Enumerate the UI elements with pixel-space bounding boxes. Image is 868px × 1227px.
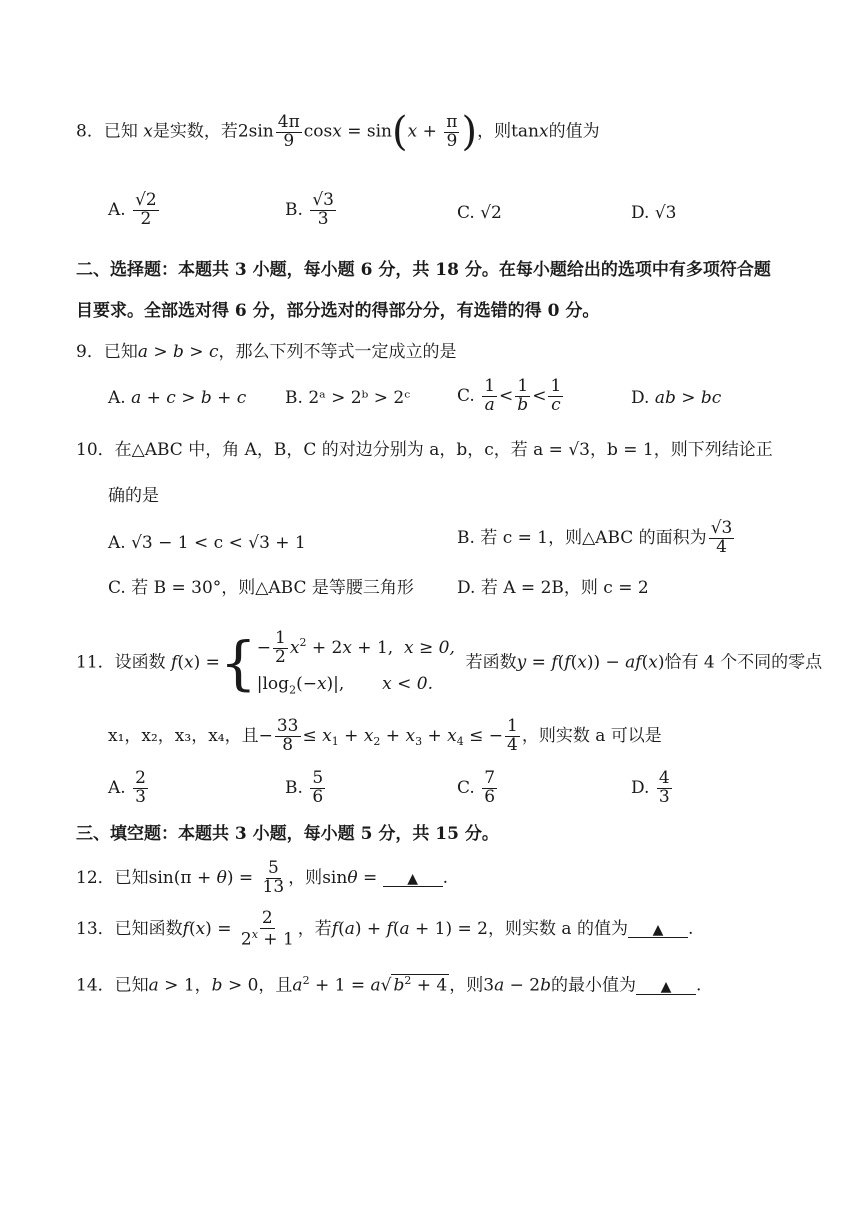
q11-option-b: B. $\frac{5}{6}$ bbox=[285, 768, 324, 807]
section-3-header: 三、填空题：本题共 3 小题，每小题 5 分，共 15 分。 bbox=[76, 824, 499, 844]
q8-option-a: A. $\frac{√2}{2}$ bbox=[108, 190, 157, 229]
question-8: 8．已知 x是实数，若2sin $\frac{4\pi}{9}$ cosx = sin(x + $\frac{\pi}{9}$ )，则tanx的值为 bbox=[76, 109, 600, 155]
question-10-cont: 确的是 bbox=[108, 486, 159, 506]
question-9: 9．已知a > b > c，那么下列不等式一定成立的是 bbox=[76, 342, 457, 362]
q8-option-d: D. √3 bbox=[631, 203, 677, 223]
q9-option-b: B. 2ᵃ > 2ᵇ > 2ᶜ bbox=[285, 388, 411, 408]
question-11-cont: x₁，x₂，x₃，x₄，且− $\frac{33}{8}$ ≤ $x_1 + x_2 + x_3 + x_4$ ≤ − $\frac{1}{4}$ ，则实数 a 可以是 bbox=[108, 716, 662, 755]
question-12: 12．已知sin(π + θ) = $\frac{5}{13}$ ，则sinθ = ▲ . bbox=[76, 858, 449, 897]
question-11: 11．设函数 f(x) ={ − $\frac{1}{2}$ $x^2 + 2x + 1$, x ≥ 0, $|\log_2(-x)|$, x < 0. 若函数y = f(f(x)) − af(x)恰有 4 个不同的零点 bbox=[76, 622, 822, 704]
question-10: 10．在△ABC 中，角 A，B，C 的对边分别为 a，b，c，若 a = √3，b = 1，则下列结论正 bbox=[76, 440, 773, 460]
q8-option-c: C. √2 bbox=[457, 203, 502, 223]
q9-option-d: D. ab > bc bbox=[631, 388, 722, 408]
answer-blank[interactable]: ▲ bbox=[636, 980, 696, 995]
q10-option-b: B. 若 c = 1，则△ABC 的面积为 $\frac{√3}{4}$ bbox=[457, 518, 733, 557]
section-2-header-cont: 目要求。全部选对得 6 分，部分选对的得部分分，有选错的得 0 分。 bbox=[76, 301, 600, 321]
answer-blank[interactable]: ▲ bbox=[383, 872, 443, 887]
q11-option-d: D. $\frac{4}{3}$ bbox=[631, 768, 670, 807]
answer-blank[interactable]: ▲ bbox=[628, 923, 688, 938]
section-2-header: 二、选择题：本题共 3 小题，每小题 6 分，共 18 分。在每小题给出的选项中有多项符合题 bbox=[76, 260, 771, 280]
q9-option-a: A. a + c > b + c bbox=[108, 388, 247, 408]
q10-option-a: A. √3 − 1 < c < √3 + 1 bbox=[108, 533, 306, 553]
q11-option-a: A. $\frac{2}{3}$ bbox=[108, 768, 146, 807]
question-13: 13．已知函数f(x) = $\frac{2}{2^x + 1}$ ，若f(a) + f(a + 1) = 2，则实数 a 的值为 ▲ . bbox=[76, 908, 694, 950]
q10-option-c: C. 若 B = 30°，则△ABC 是等腰三角形 bbox=[108, 578, 414, 598]
q9-option-c: C. $\frac{1}{a}$ < $\frac{1}{b}$ < $\frac{1}{c}$ bbox=[457, 376, 562, 415]
question-14: 14．已知a > 1，b > 0，且$a^2 + 1 = a√$ $b^2 + 4$ ，则3a − 2b的最小值为 ▲ . bbox=[76, 974, 702, 996]
question-number: 8． bbox=[76, 121, 104, 142]
q8-option-b: B. $\frac{√3}{3}$ bbox=[285, 190, 334, 229]
q10-option-d: D. 若 A = 2B，则 c = 2 bbox=[457, 578, 649, 598]
piecewise-definition: − $\frac{1}{2}$ $x^2 + 2x + 1$, x ≥ 0, $|\log_2(-x)|$, x < 0. bbox=[256, 628, 455, 697]
q11-option-c: C. $\frac{7}{6}$ bbox=[457, 768, 496, 807]
